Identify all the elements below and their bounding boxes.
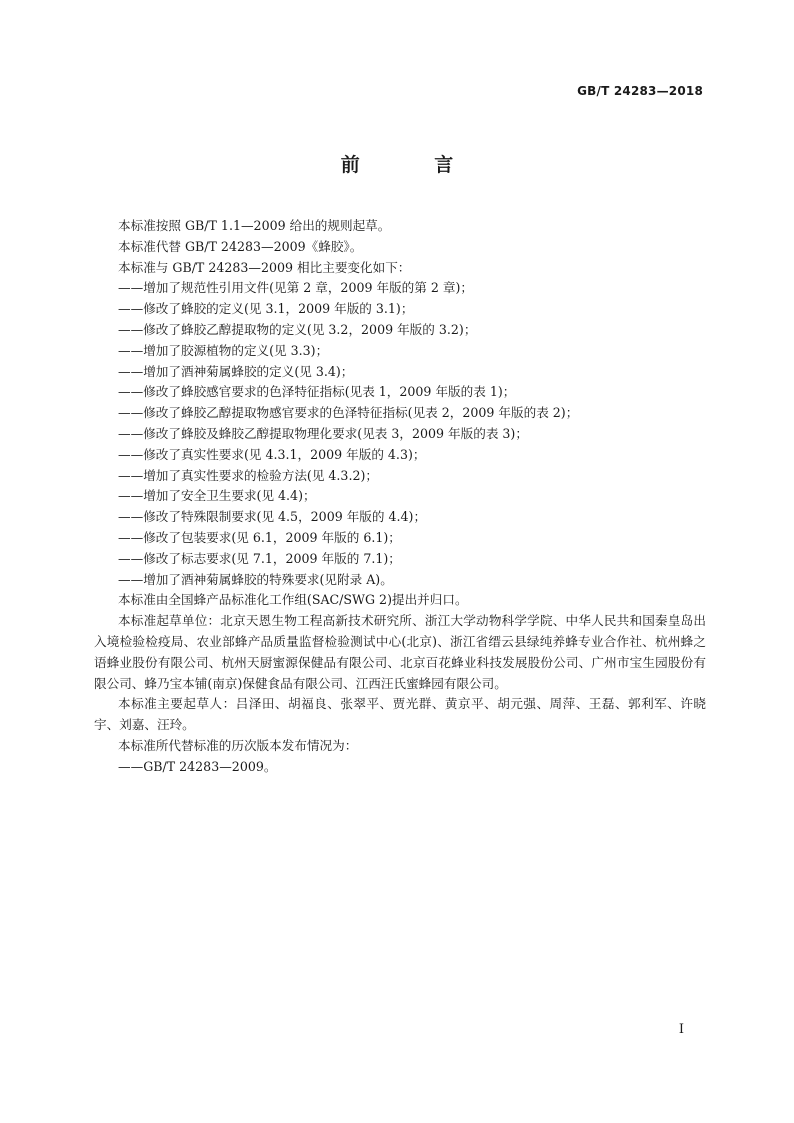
paragraph-changes-intro: 本标准与 GB/T 24283—2009 相比主要变化如下： xyxy=(118,259,411,275)
list-item: ——修改了蜂胶的定义(见 3.1，2009 年版的 3.1)； xyxy=(118,301,414,317)
list-item: ——修改了蜂胶感官要求的色泽特征指标(见表 1，2009 年版的表 1)； xyxy=(118,384,516,400)
paragraph-drafting-units: 本标准起草单位：北京天恩生物工程高新技术研究所、浙江大学动物科学学院、中华人民共和国秦皇岛出入境检验检疫局、农业部蜂产品质量监督检验测试中心(北京)、浙江省缙云县绿纯养蜂专业合作社、杭州蜂之语蜂业股份有限公司、杭州天厨蜜源保健品有限公司、北京百花蜂业科技发展股份公司、广州市宝生园股份有限公司、蜂乃宝本铺(南京)保健食品有限公司、江西汪氏蜜蜂园有限公司。 xyxy=(94,613,706,691)
list-item: ——增加了酒神菊属蜂胶的特殊要求(见附录 A)。 xyxy=(118,571,393,587)
foreword-body xyxy=(94,216,706,778)
page-title: 前 言 xyxy=(340,154,488,176)
paragraph-history-intro: 本标准所代替标准的历次版本发布情况为： xyxy=(118,737,358,753)
list-item: ——增加了安全卫生要求(见 4.4)； xyxy=(118,488,316,504)
history-item: ——GB/T 24283—2009。 xyxy=(118,758,277,774)
list-item: ——修改了蜂胶乙醇提取物的定义(见 3.2，2009 年版的 3.2)； xyxy=(118,321,477,337)
list-item: ——增加了胶源植物的定义(见 3.3)； xyxy=(118,342,329,358)
list-item: ——修改了特殊限制要求(见 4.5，2009 年版的 4.4)； xyxy=(118,509,427,525)
list-item: ——修改了蜂胶乙醇提取物感官要求的色泽特征指标(见表 2，2009 年版的表 2)； xyxy=(118,405,579,421)
list-item: ——修改了标志要求(见 7.1，2009 年版的 7.1)； xyxy=(118,550,401,566)
list-item: ——修改了蜂胶及蜂胶乙醇提取物理化要求(见表 3，2009 年版的表 3)； xyxy=(118,425,528,441)
list-item: ——增加了酒神菊属蜂胶的定义(见 3.4)； xyxy=(118,363,354,379)
paragraph-replaces: 本标准代替 GB/T 24283—2009《蜂胶》。 xyxy=(118,238,363,254)
list-item: ——增加了真实性要求的检验方法(见 4.3.2)； xyxy=(118,467,378,483)
standard-code: GB/T 24283—2018 xyxy=(577,84,703,98)
page-number: I xyxy=(678,1022,684,1037)
list-item: ——修改了包装要求(见 6.1，2009 年版的 6.1)； xyxy=(118,529,401,545)
changes-list xyxy=(94,278,706,590)
paragraph-drafting-rules: 本标准按照 GB/T 1.1—2009 给出的规则起草。 xyxy=(118,218,391,233)
paragraph-proposer: 本标准由全国蜂产品标准化工作组(SAC/SWG 2)提出并归口。 xyxy=(118,592,468,608)
list-item: ——增加了规范性引用文件(见第 2 章，2009 年版的第 2 章)； xyxy=(118,280,473,296)
list-item: ——修改了真实性要求(见 4.3.1，2009 年版的 4.3)； xyxy=(118,446,426,462)
paragraph-drafters: 本标准主要起草人：吕泽田、胡福良、张翠平、贾光群、黄京平、胡元强、周萍、王磊、郭利军、许晓宇、刘嘉、汪玲。 xyxy=(94,696,706,733)
